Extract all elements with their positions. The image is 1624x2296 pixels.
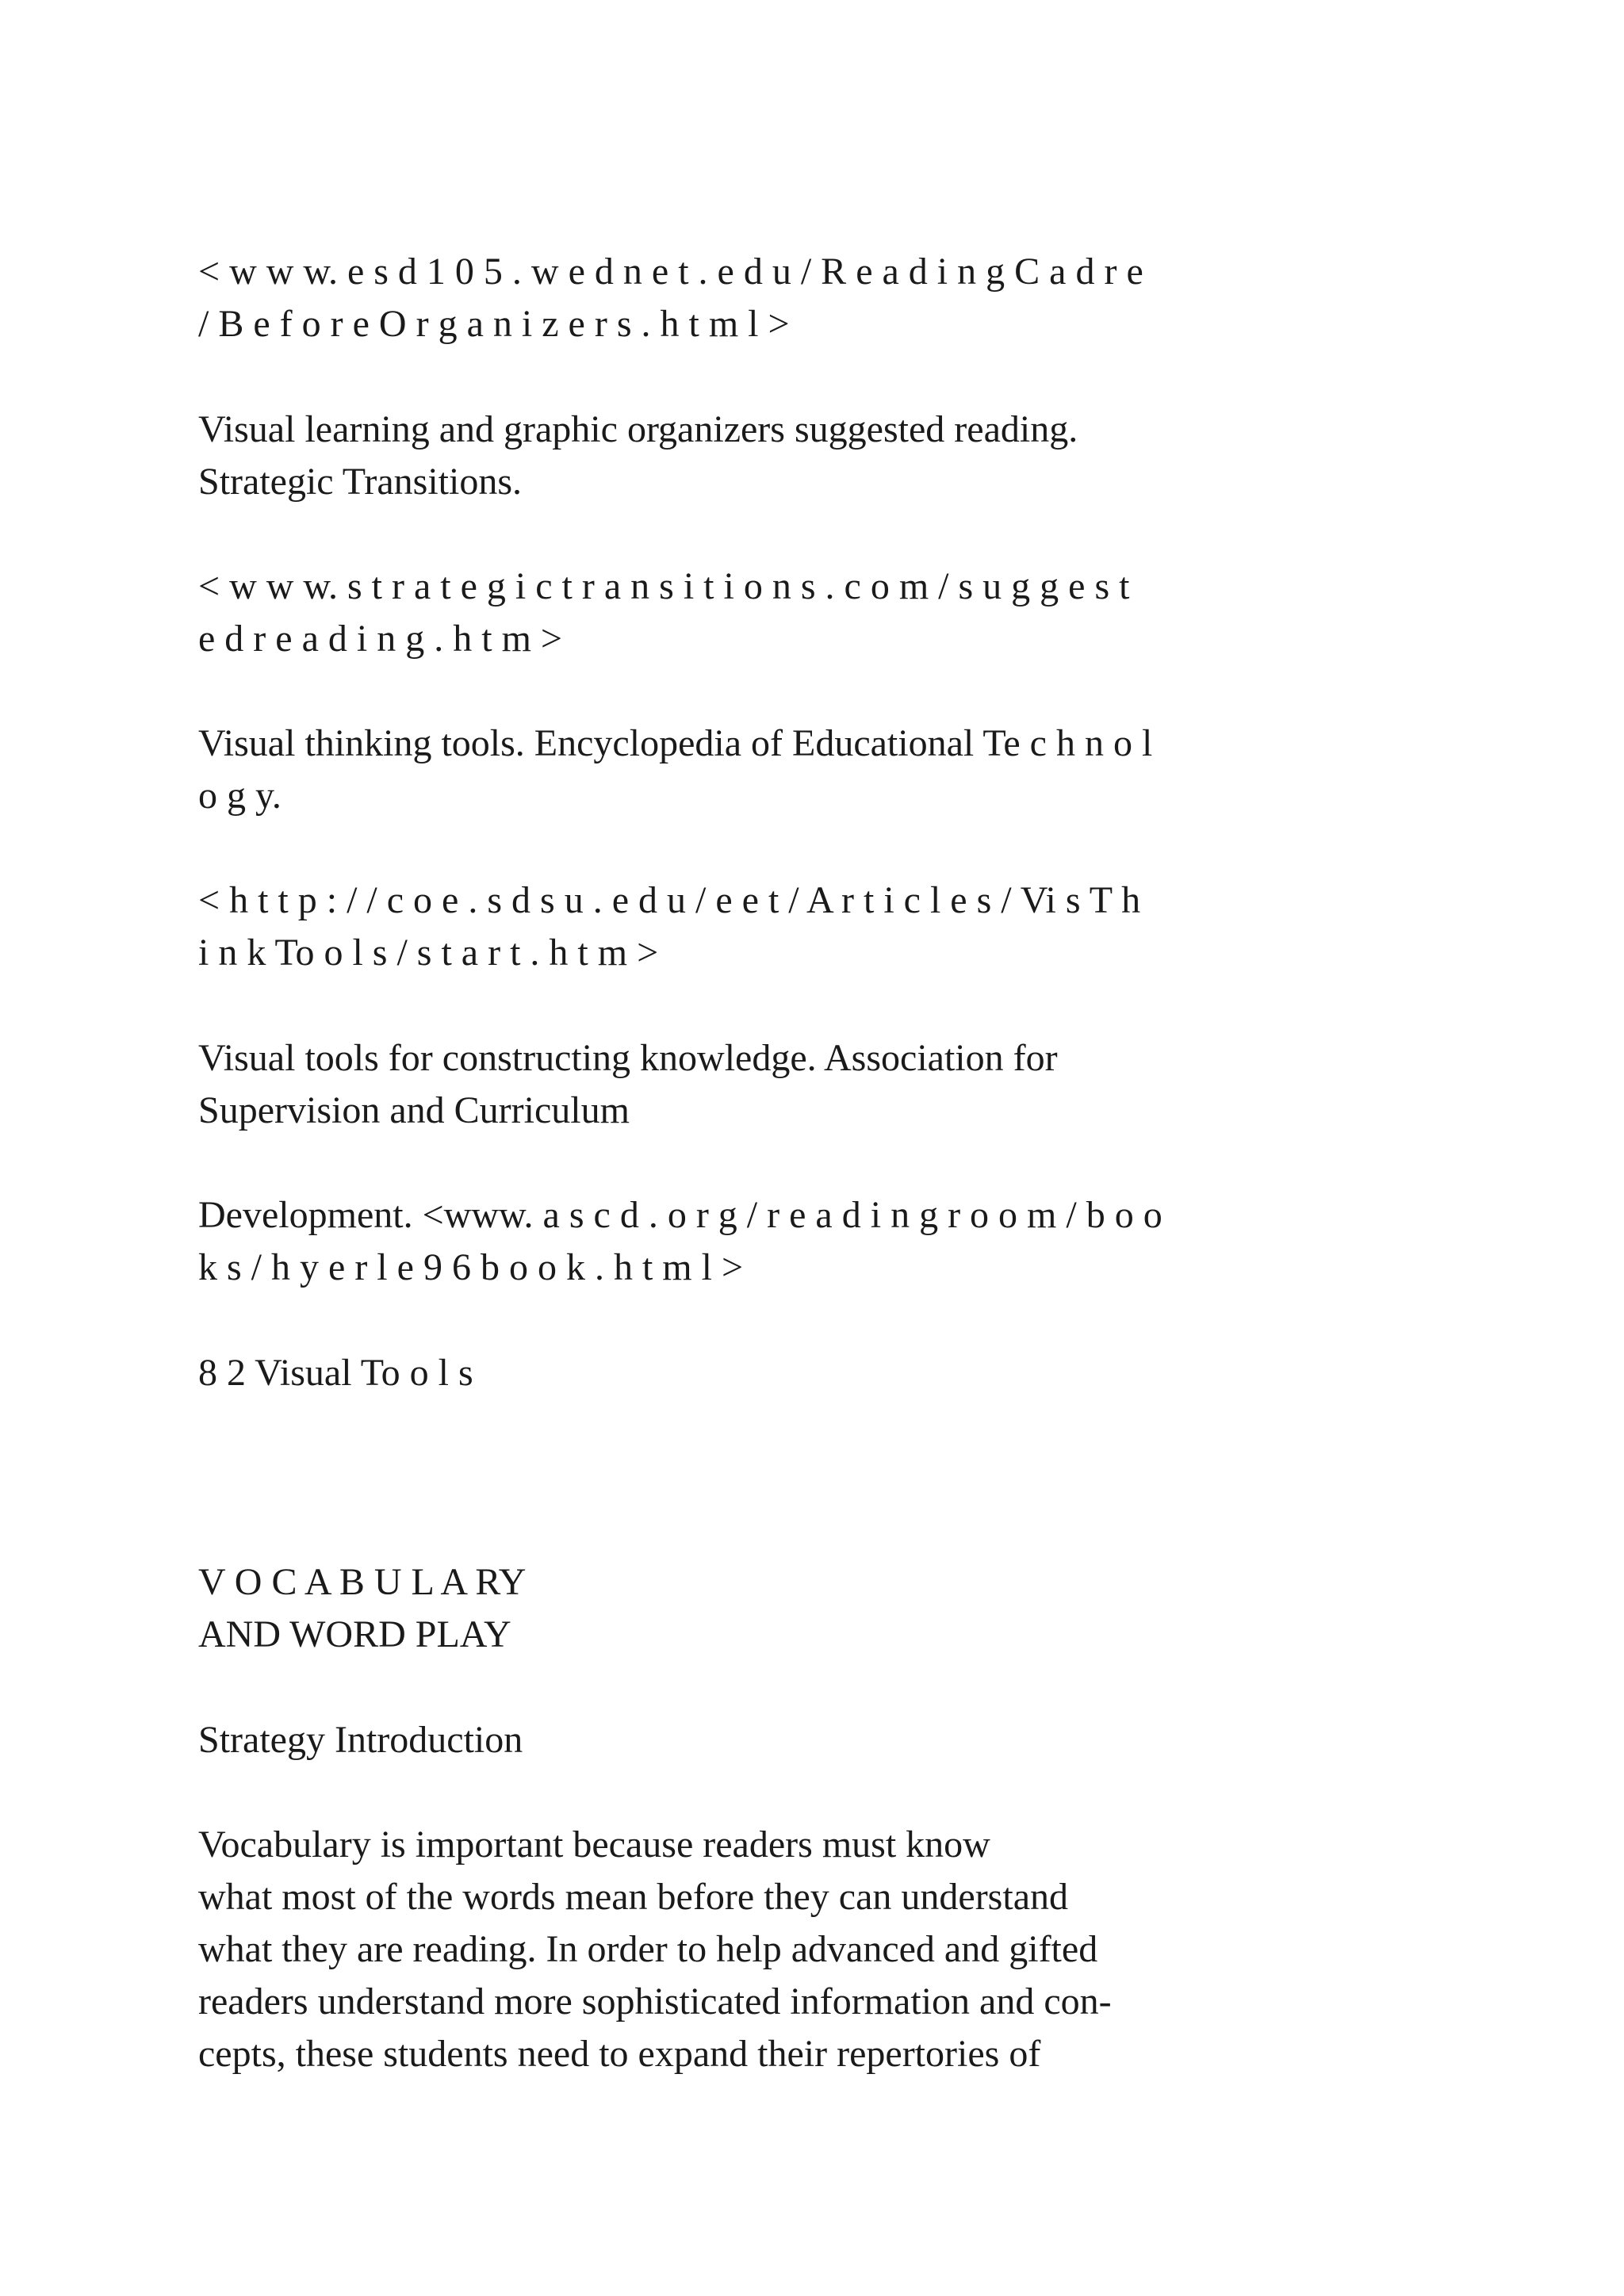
reference-url-esd105 <box>198 246 1451 350</box>
reference-url-line: < w w w. e s d 1 0 5 . w e d n e t . e d u / R e a d i n g C a d r e <box>198 251 1143 293</box>
reference-title-visual-tools-knowledge <box>198 1032 1451 1137</box>
reference-title-line: Strategic Transitions. <box>198 461 523 503</box>
page-footer <box>198 1347 1451 1399</box>
section-heading-line: AND WORD PLAY <box>198 1613 511 1655</box>
reference-url-strategic-transitions <box>198 561 1451 665</box>
reference-url-line: i n k To o l s / s t a r t . h t m > <box>198 932 659 974</box>
reference-url-line: / B e f o r e O r g a n i z e r s . h t m l > <box>198 303 790 345</box>
reference-url-sdsu <box>198 874 1451 979</box>
reference-url-line: < h t t p : / / c o e . s d s u . e d u / e e t / A r t i c l e s / Vi s T h <box>198 879 1141 921</box>
reference-url-line: < w w w. s t r a t e g i c t r a n s i t i o n s . c o m / s u g g e s t <box>198 565 1130 607</box>
section-heading-line: V O C A B U L A RY <box>198 1561 527 1603</box>
reference-title-line: Visual thinking tools. Encyclopedia of Educational Te c h n o l <box>198 722 1153 764</box>
body-line: what most of the words mean before they can understand <box>198 1876 1068 1918</box>
section-heading <box>198 1556 1451 1661</box>
reference-url-line: k s / h y e r l e 9 6 b o o k . h t m l > <box>198 1246 744 1288</box>
strategy-introduction-heading: Strategy Introduction <box>198 1719 523 1761</box>
body-paragraph <box>198 1819 1451 2080</box>
reference-title-line: o g y. <box>198 775 282 817</box>
body-line: readers understand more sophisticated information and con- <box>198 1980 1112 2022</box>
reference-title-strategic-transitions <box>198 404 1451 508</box>
reference-title-line: Supervision and Curriculum <box>198 1089 630 1131</box>
reference-url-line: Development. <www. a s c d . o r g / r e a d i n g r o o m / b o o <box>198 1194 1162 1236</box>
reference-url-ascd <box>198 1189 1451 1294</box>
reference-title-line: Visual learning and graphic organizers suggested reading. <box>198 408 1078 450</box>
body-line: Vocabulary is important because readers must know <box>198 1823 990 1866</box>
reference-url-line: e d r e a d i n g . h t m > <box>198 618 562 660</box>
body-line: cepts, these students need to expand their repertories of <box>198 2033 1041 2075</box>
reference-title-visual-thinking-tools <box>198 718 1451 822</box>
page-number-footer: 8 2 Visual To o l s <box>198 1352 473 1394</box>
section-subheading <box>198 1714 1451 1766</box>
body-line: what they are reading. In order to help advanced and gifted <box>198 1928 1098 1970</box>
reference-title-line: Visual tools for constructing knowledge. Association for <box>198 1037 1058 1079</box>
